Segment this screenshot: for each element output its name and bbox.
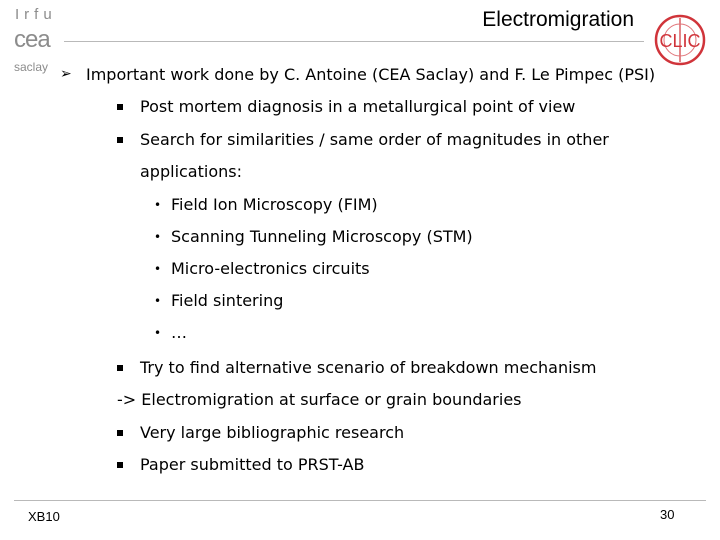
slide-title: Electromigration <box>482 8 634 31</box>
page-number: 30 <box>660 507 675 522</box>
title-divider <box>64 41 644 42</box>
square-bullet-icon <box>117 365 123 371</box>
dot-bullet-icon: • <box>154 262 162 276</box>
square-bullet-icon <box>117 137 123 143</box>
dot-bullet-icon: • <box>154 294 162 308</box>
dot-bullet-icon: • <box>154 326 162 340</box>
arrow-bullet-icon: ➢ <box>60 66 72 82</box>
sub-point-5: Paper submitted to PRST-AB <box>140 455 365 474</box>
app-item: Micro-electronics circuits <box>171 259 370 278</box>
dot-bullet-icon: • <box>154 198 162 212</box>
clic-logo <box>654 14 706 66</box>
clic-logo-text: CLIC <box>659 31 701 51</box>
app-item: … <box>171 323 187 342</box>
irfu-logo: Irfu <box>15 6 57 23</box>
main-point: Important work done by C. Antoine (CEA Saclay) and F. Le Pimpec (PSI) <box>86 65 656 84</box>
sub-point-2: Search for similarities / same order of magnitudes in other <box>140 130 609 149</box>
cea-logo: cea <box>14 26 50 53</box>
app-item: Scanning Tunneling Microscopy (STM) <box>171 227 473 246</box>
sub-point-1: Post mortem diagnosis in a metallurgical point of view <box>140 97 576 116</box>
sub-point-4: Very large bibliographic research <box>140 423 405 442</box>
sub-point-2-cont: applications: <box>140 162 242 181</box>
footer-divider <box>14 500 706 501</box>
footer-label: XB10 <box>28 509 60 524</box>
app-item: Field Ion Microscopy (FIM) <box>171 195 378 214</box>
square-bullet-icon <box>117 462 123 468</box>
app-item: Field sintering <box>171 291 284 310</box>
square-bullet-icon <box>117 430 123 436</box>
square-bullet-icon <box>117 104 123 110</box>
sub-point-3: Try to find alternative scenario of breakdown mechanism <box>140 358 597 377</box>
saclay-logo: saclay <box>14 60 49 74</box>
dot-bullet-icon: • <box>154 230 162 244</box>
sub-point-3-cont: -> Electromigration at surface or grain boundaries <box>117 390 522 409</box>
